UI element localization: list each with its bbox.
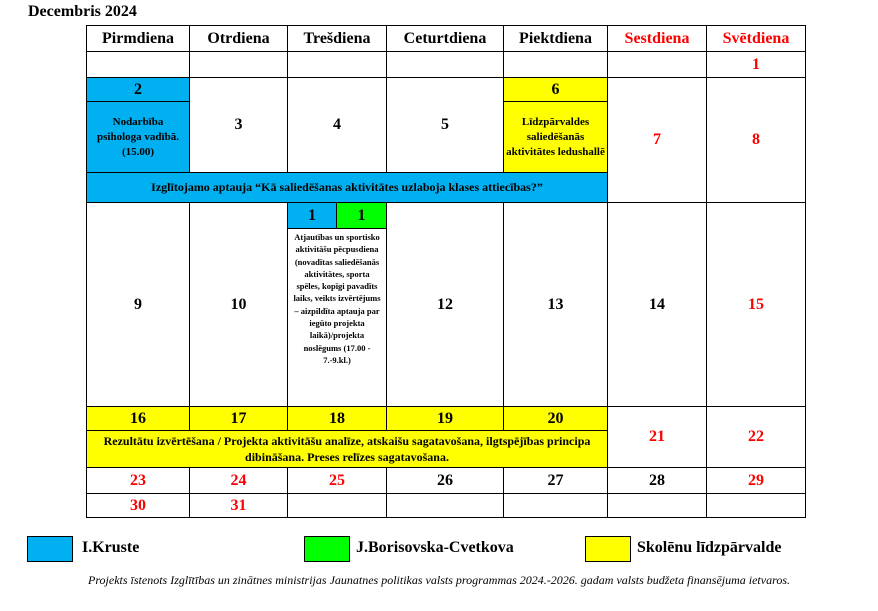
- empty-cell: [287, 51, 387, 78]
- empty-cell: [607, 51, 707, 78]
- empty-cell: [706, 493, 806, 518]
- empty-cell: [386, 51, 504, 78]
- legend-swatch-council: [585, 536, 631, 562]
- date-cell: 17: [189, 406, 288, 431]
- event-psychologist: Nodarbība psihologa vadībā. (15.00): [86, 101, 190, 173]
- header-friday: Piektdiena: [503, 25, 608, 52]
- date-cell: 22: [706, 406, 806, 468]
- date-cell: 19: [386, 406, 504, 431]
- header-sunday: Svētdiena: [706, 25, 806, 52]
- legend-label-council: Skolēnu līdzpārvalde: [637, 539, 782, 556]
- date-cell: 24: [189, 467, 288, 494]
- date-cell: 5: [386, 77, 504, 173]
- footnote: Projekts īstenots Izglītības un zinātnes ministrijas Jaunatnes politikas valsts programmas 2024.-2026. gadam valsts budžeta finansējuma ietvaros.: [88, 573, 790, 587]
- header-saturday: Sestdiena: [607, 25, 707, 52]
- header-wednesday: Trešdiena: [287, 25, 387, 52]
- header-thursday: Ceturtdiena: [386, 25, 504, 52]
- date-cell: 12: [386, 202, 504, 407]
- legend-swatch-kruste: [27, 536, 73, 562]
- date-cell: 2: [86, 77, 190, 102]
- date-cell: 27: [503, 467, 608, 494]
- page-title: Decembris 2024: [28, 3, 137, 20]
- empty-cell: [503, 51, 608, 78]
- date-cell: 16: [86, 406, 190, 431]
- date-cell: 29: [706, 467, 806, 494]
- date-cell: 30: [86, 493, 190, 518]
- legend-label-borisovska: J.Borisovska-Cvetkova: [356, 539, 514, 556]
- empty-cell: [287, 493, 387, 518]
- event-evaluation: Rezultātu izvērtēšana / Projekta aktivitāšu analīze, atskaišu sagatavošana, ilgtspējības principa dibināšana. Preses relīzes sagatavošana.: [86, 430, 608, 468]
- date-cell: 23: [86, 467, 190, 494]
- date-cell: 13: [503, 202, 608, 407]
- legend-label-kruste: I.Kruste: [82, 539, 140, 556]
- empty-cell: [189, 51, 288, 78]
- header-monday: Pirmdiena: [86, 25, 190, 52]
- date-cell: 3: [189, 77, 288, 173]
- event-sports: Atjautības un sportisko aktivitāšu pēcpusdiena (novadītas saliedēšanās aktivitātes, sporta spēles, kopīgi pavadīts laiks, veikts izvērtējums – aizpildīta aptauja par iegūto projekta laikā)/projekta noslēgums (17.00 - 7.-9.kl.): [287, 228, 387, 407]
- date-cell: 21: [607, 406, 707, 468]
- date-cell: 14: [607, 202, 707, 407]
- date-cell: 15: [706, 202, 806, 407]
- date-cell: 28: [607, 467, 707, 494]
- date-cell: 4: [287, 77, 387, 173]
- date-cell: 25: [287, 467, 387, 494]
- date-cell: 1: [706, 51, 806, 78]
- date-cell: 26: [386, 467, 504, 494]
- date-cell: 1: [336, 202, 387, 229]
- date-cell: 9: [86, 202, 190, 407]
- empty-cell: [607, 493, 707, 518]
- date-cell: 20: [503, 406, 608, 431]
- date-cell: 31: [189, 493, 288, 518]
- date-cell: 7: [607, 77, 707, 203]
- date-cell: 18: [287, 406, 387, 431]
- legend-swatch-borisovska: [304, 536, 350, 562]
- date-cell: 1: [287, 202, 337, 229]
- event-survey: Izglītojamo aptauja “Kā saliedēšanas aktivitātes uzlaboja klases attiecības?”: [86, 172, 608, 203]
- date-cell: 10: [189, 202, 288, 407]
- empty-cell: [86, 51, 190, 78]
- event-cohesion: Līdzpārvaldes saliedēšanās aktivitātes ledushallē: [503, 101, 608, 173]
- empty-cell: [386, 493, 504, 518]
- date-cell: 6: [503, 77, 608, 102]
- header-tuesday: Otrdiena: [189, 25, 288, 52]
- date-cell: 8: [706, 77, 806, 203]
- empty-cell: [503, 493, 608, 518]
